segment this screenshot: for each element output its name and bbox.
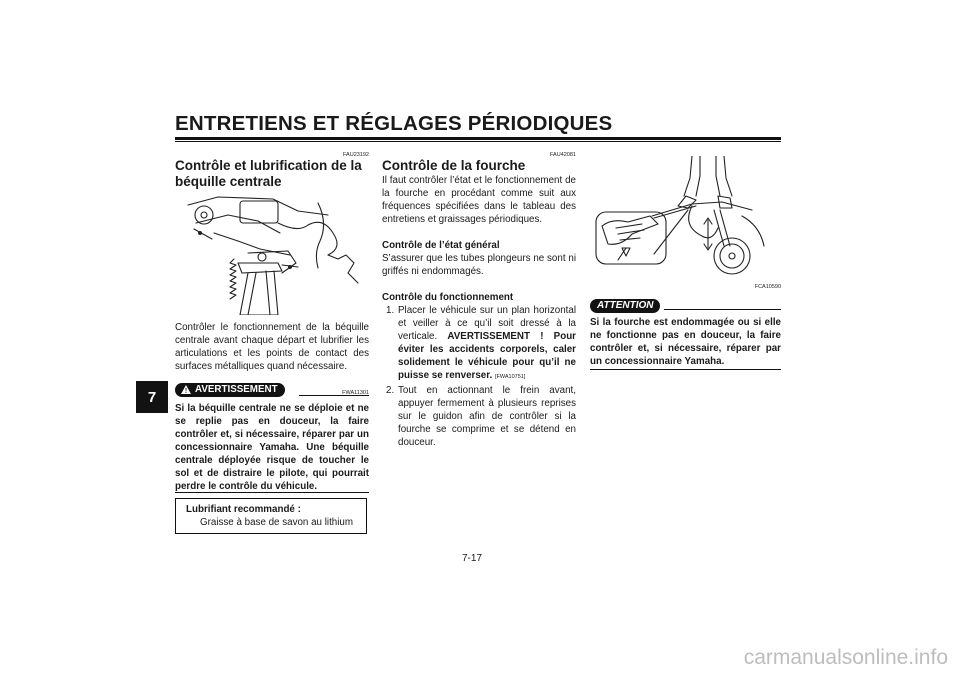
sub-title-operation: Contrôle du fonctionnement <box>382 292 514 303</box>
section-title-fork: Contrôle de la fourche <box>382 158 526 173</box>
warning-text: Si la béquille centrale ne se déploie et ne se replie pas en douceur, la faire contrôler et, si nécessaire, réparer par un concessionnaire Yamaha. Une béquille centrale déployée risque de toucher le sol et de distraire le pilote, qui pourrait perdre le contrôle du véhicule. <box>175 403 369 492</box>
lubricant-title: Lubrifiant recommandé : <box>186 504 301 515</box>
section-title-centerstand: Contrôle et lubrification de la béquille centrale <box>175 158 362 189</box>
attention-block <box>590 295 660 313</box>
sub-text-general: S’assurer que les tubes plongeurs ne sont ni griffés ni endommagés. <box>382 253 576 277</box>
fork-step <box>382 304 576 384</box>
header-rule <box>175 137 781 140</box>
warning-label: AVERTISSEMENT <box>195 383 278 395</box>
page-header-title: ENTRETIENS ET RÉGLAGES PÉRIODIQUES <box>175 112 613 135</box>
warning-ref-code: FWA11301 <box>342 390 369 396</box>
step-number: 1. <box>386 305 395 316</box>
centerstand-illustration <box>178 193 368 315</box>
attention-badge: ATTENTION <box>590 299 660 313</box>
centerstand-body: Contrôler le fonctionnement de la béquille centrale avant chaque départ et lubrifier les articulations et les points de contact des surfaces métalliques quand nécessaire. <box>175 322 369 372</box>
watermark: carmanualsonline.info <box>743 646 948 669</box>
fork-steps-list <box>382 304 576 449</box>
middle-ref-code: FAU42081 <box>550 152 576 158</box>
chapter-tab: 7 <box>136 381 168 413</box>
attention-rule <box>664 309 781 310</box>
warning-bottom-rule <box>175 492 369 493</box>
left-ref-code: FAU23192 <box>343 152 369 158</box>
header-rule-thin <box>175 141 781 142</box>
fork-intro: Il faut contrôler l’état et le fonctionnement de la fourche en procédant comme suit aux fréquences spécifiées dans le tableau des entretiens et graissages périodiques. <box>382 175 576 225</box>
step-warning-ref: [FWA10751] <box>494 374 526 380</box>
attention-text: Si la fourche est endommagée ou si elle ne fonctionne pas en douceur, la faire contrôler et, si nécessaire, réparer par un concessionnaire Yamaha. <box>590 317 781 367</box>
lubricant-box <box>175 498 367 534</box>
step-number: 2. <box>386 385 395 396</box>
attention-bottom-rule <box>590 369 781 370</box>
sub-title-general: Contrôle de l’état général <box>382 240 500 251</box>
fork-step <box>382 384 576 449</box>
step-text: Tout en actionnant le frein avant, appuyer fermement à plusieurs reprises sur le guidon afin de contrôler si la fourche se comprime et se détend en douceur. <box>398 385 576 448</box>
right-ref-code: FCA10590 <box>754 284 781 290</box>
step-text: Placer le véhicule sur un plan horizontal et veiller à ce qu’il soit dressé à la verticale. <box>398 305 576 342</box>
page-number: 7-17 <box>462 553 483 564</box>
step-warning: AVERTISSEMENT ! Pour éviter les accidents corporels, caler solidement le véhicule pour qu’il ne puisse se renverser. <box>398 331 576 381</box>
fork-check-illustration <box>592 156 782 280</box>
lubricant-value: Graisse à base de savon au lithium <box>200 517 354 528</box>
